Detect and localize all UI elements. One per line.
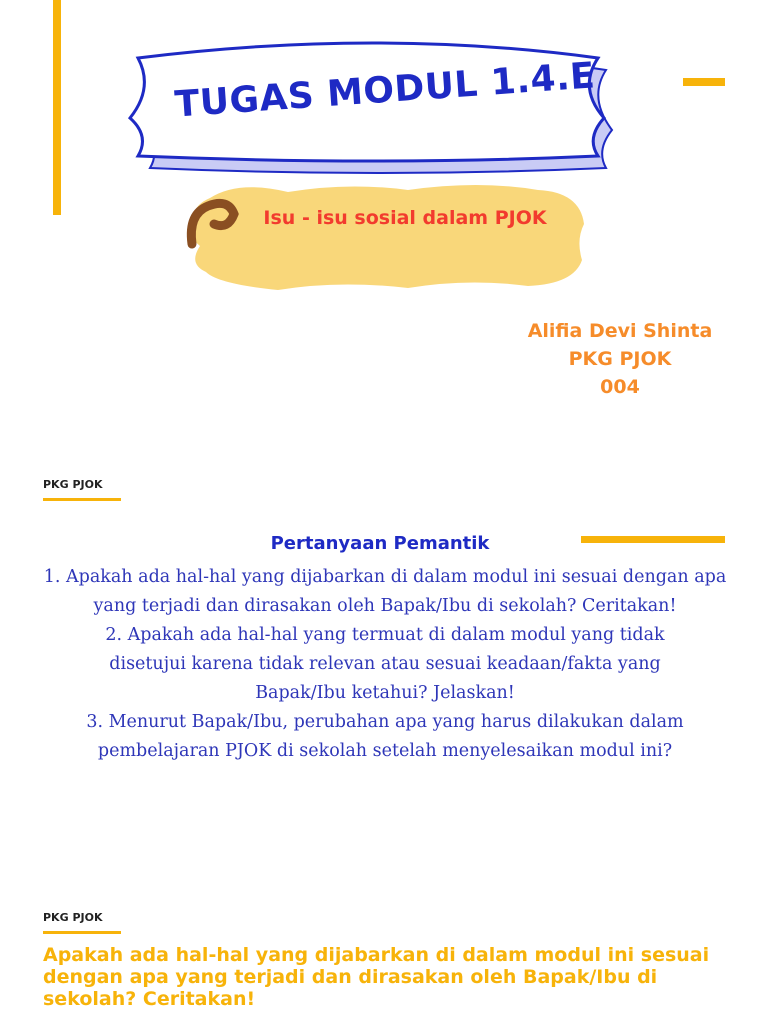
- author-name: Alifia Devi Shinta: [527, 320, 713, 342]
- author-program: PKG PJOK: [568, 348, 672, 370]
- decor-horizontal-bar: [683, 78, 725, 86]
- answer-heading: Apakah ada hal-hal yang dijabarkan di dalam modul ini sesuai dengan apa yang terjadi dan dirasakan oleh Bapak/Ibu di sekolah? Ceritakan!: [43, 944, 710, 1010]
- cover-subtitle: Isu - isu sosial dalam PJOK: [263, 207, 547, 229]
- question-item-2: 2. Apakah ada hal-hal yang termuat di dalam modul yang tidak disetujui karena tidak relevan atau sesuai keadaan/fakta yang Bapak/Ibu ketahui? Jelaskan!: [105, 625, 665, 703]
- section3-underline: [43, 931, 121, 934]
- question-item-3: 3. Menurut Bapak/Ibu, perubahan apa yang harus dilakukan dalam pembelajaran PJOK di sekolah setelah menyelesaikan modul ini?: [86, 712, 684, 761]
- author-number: 004: [600, 376, 640, 398]
- questions-list: [40, 563, 730, 766]
- decor-vertical-bar: [53, 0, 61, 215]
- cover-slide: [0, 0, 768, 440]
- author-block: [480, 317, 760, 401]
- section2-label: PKG PJOK: [43, 478, 103, 491]
- subtitle-blob: [178, 180, 588, 292]
- questions-title: Pertanyaan Pemantik: [270, 533, 490, 554]
- cover-title: TUGAS MODUL 1.4.E: [173, 55, 597, 126]
- decor-horizontal-bar-2: [581, 536, 725, 543]
- section2-underline: [43, 498, 121, 501]
- section3-label: PKG PJOK: [43, 911, 103, 924]
- question-item-1: 1. Apakah ada hal-hal yang dijabarkan di dalam modul ini sesuai dengan apa yang terjadi dan dirasakan oleh Bapak/Ibu di sekolah? Ceritakan!: [43, 567, 727, 616]
